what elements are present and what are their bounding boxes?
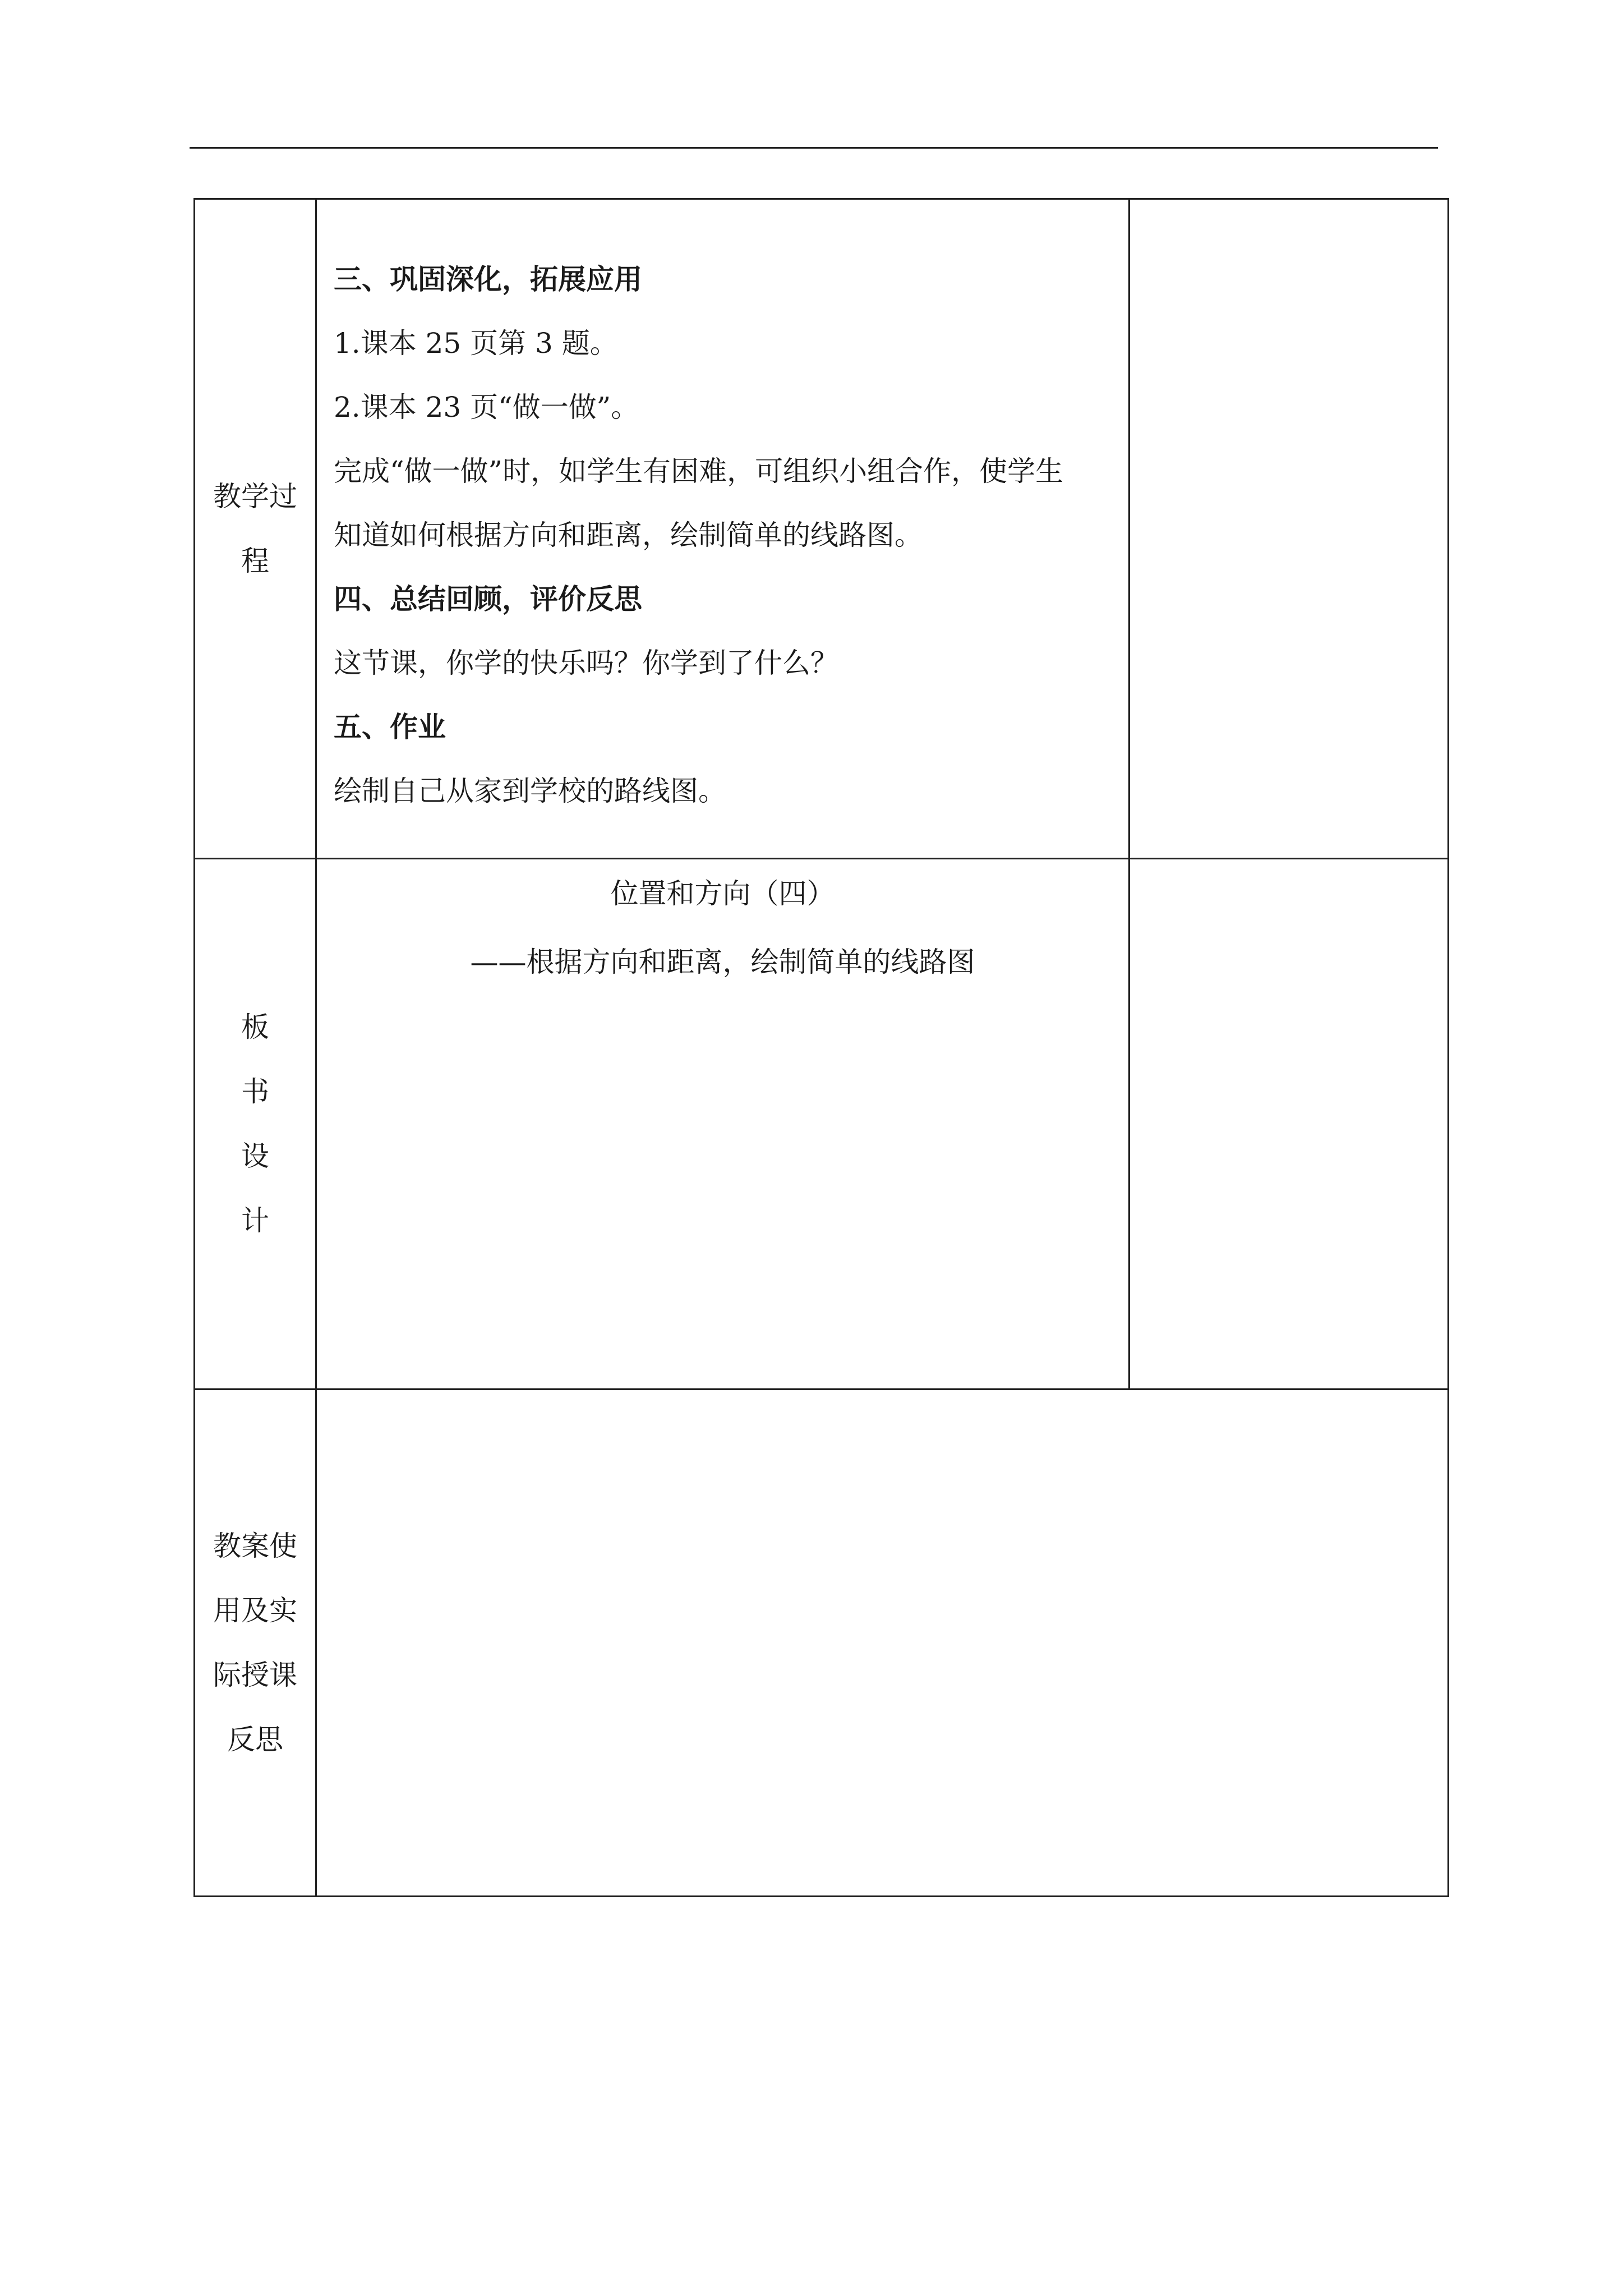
row-label-line: 反思 xyxy=(227,1723,283,1756)
board-title: 位置和方向（四） xyxy=(610,877,835,910)
content-cell-teaching-process xyxy=(316,199,1129,859)
row-label-line: 教学过 xyxy=(213,480,297,513)
content-cell-reflection xyxy=(316,1389,1449,1897)
label-cell-teaching-process xyxy=(195,199,316,859)
table-row-board-design xyxy=(195,859,1449,1389)
exercise-item-2: 2.课本 23 页“做一做”。 xyxy=(334,391,639,424)
note-cell-teaching-process xyxy=(1129,199,1449,859)
table-row-reflection xyxy=(195,1389,1449,1897)
header-rule xyxy=(190,147,1438,149)
row-label-line: 教案使 xyxy=(213,1529,297,1562)
row-label-line: 际授课 xyxy=(213,1658,297,1691)
table-row-teaching-process xyxy=(195,199,1449,859)
row-label-line: 设 xyxy=(241,1139,269,1172)
row-label-line: 板 xyxy=(241,1010,269,1043)
label-cell-reflection xyxy=(195,1389,316,1897)
teaching-note-line-2: 知道如何根据方向和距离，绘制简单的线路图。 xyxy=(334,519,923,551)
section-heading-summary: 四、总结回顾，评价反思 xyxy=(334,582,642,615)
row-label-line: 书 xyxy=(241,1075,269,1108)
summary-question: 这节课，你学的快乐吗？你学到了什么？ xyxy=(334,647,838,679)
homework-text: 绘制自己从家到学校的路线图。 xyxy=(334,775,726,807)
exercise-item-1: 1.课本 25 页第 3 题。 xyxy=(334,327,618,360)
content-cell-board-design xyxy=(316,859,1129,1389)
label-cell-board-design xyxy=(195,859,316,1389)
section-heading-consolidate: 三、巩固深化，拓展应用 xyxy=(334,263,642,296)
section-heading-homework: 五、作业 xyxy=(334,710,446,743)
board-subtitle: ——根据方向和距离，绘制简单的线路图 xyxy=(470,946,975,978)
row-label-line: 用及实 xyxy=(213,1594,297,1627)
lesson-plan-table xyxy=(193,198,1449,1897)
row-label-line: 计 xyxy=(241,1204,269,1237)
row-label-line: 程 xyxy=(241,544,269,577)
teaching-note-line-1: 完成“做一做”时，如学生有困难，可组织小组合作，使学生 xyxy=(334,455,1064,487)
note-cell-board-design xyxy=(1129,859,1449,1389)
